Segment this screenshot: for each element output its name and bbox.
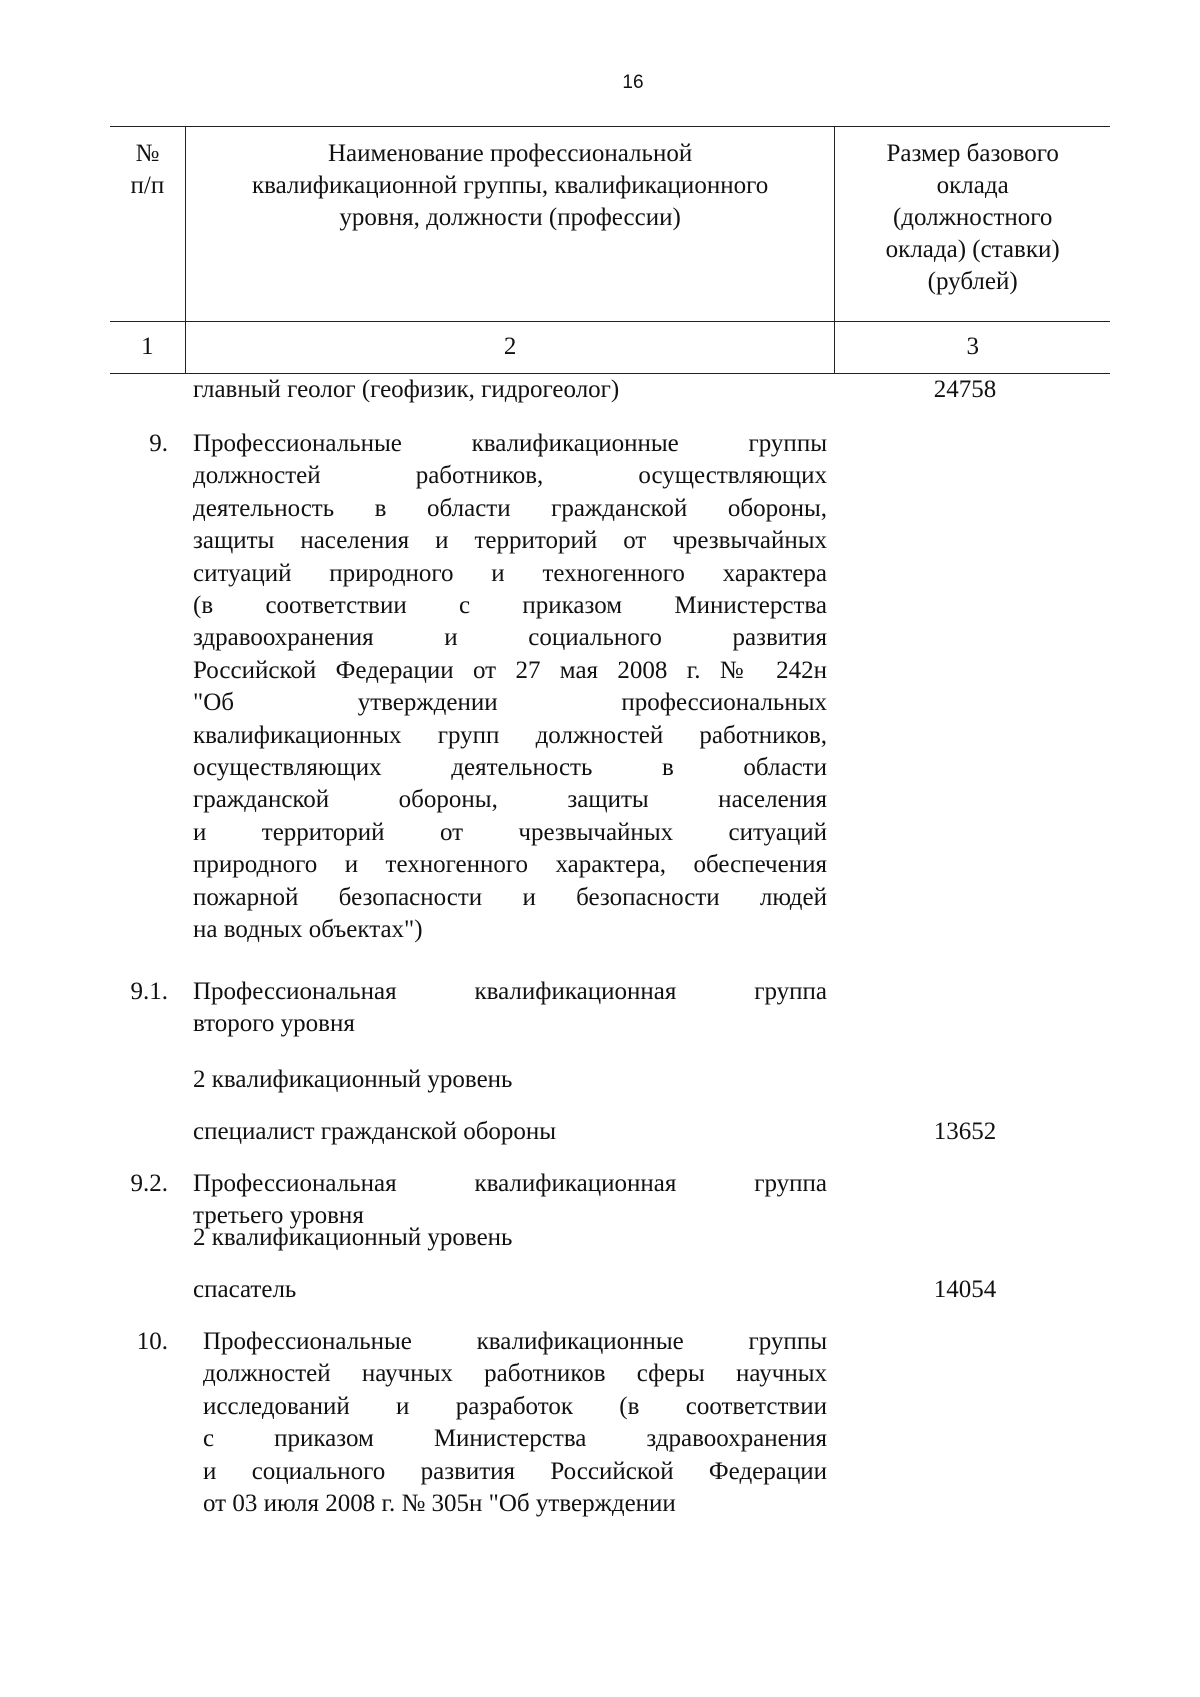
column-number-3: 3 <box>835 322 1110 374</box>
row-name-line: должностей работников, осуществляющих <box>193 462 827 490</box>
row-name-line: Профессиональные квалификационные группы <box>193 430 827 457</box>
header-row <box>110 126 1110 322</box>
row-name <box>193 976 827 1041</box>
row-name-line: 2 квалификационный уровень <box>193 1224 513 1251</box>
row-name-line: ситуаций природного и техногенного характера <box>193 559 827 587</box>
row-name-line: природного и техногенного характера, обеспечения <box>193 851 827 879</box>
row-name-line: Российской Федерации от 27 мая 2008 г. № 242н <box>193 656 827 684</box>
row-number: 9.2. <box>130 1170 168 1197</box>
row-name-line: Профессиональная квалификационная группа <box>193 978 827 1005</box>
row-name-line: здравоохранения и социального развития <box>193 624 827 652</box>
column-number-1: 1 <box>110 322 185 374</box>
row-name-line: 2 квалификационный уровень <box>193 1066 513 1093</box>
row-name-line: (в соответствии с приказом Министерства <box>193 592 827 620</box>
row-name-line: третьего уровня <box>193 1202 364 1230</box>
row-name-line: исследований и разработок (в соответствии <box>203 1392 827 1420</box>
row-name <box>193 428 827 947</box>
row-number: 9.1. <box>130 978 168 1005</box>
row-name-line: Профессиональная квалификационная группа <box>193 1170 827 1197</box>
row-name-line: главный геолог (геофизик, гидрогеолог) <box>193 376 620 403</box>
row-salary: 14054 <box>933 1276 997 1303</box>
row-name-line: Профессиональные квалификационные группы <box>203 1328 827 1355</box>
row-name-line: должностей научных работников сферы научных <box>203 1360 827 1388</box>
row-name-line: защиты населения и территорий от чрезвычайных <box>193 527 827 555</box>
row-salary: 13652 <box>933 1118 997 1145</box>
row-name <box>193 1064 827 1096</box>
header-col-name: Наименование профессиональной квалификационной группы, квалификационного уровня, должности (профессии) <box>185 126 835 322</box>
row-name-line: второго уровня <box>193 1010 355 1038</box>
row-name <box>193 1116 827 1148</box>
row-number: 9. <box>149 430 168 457</box>
row-name <box>193 374 827 406</box>
row-name-line: на водных объектах") <box>193 916 423 944</box>
header-col-salary: Размер базового оклада (должностного оклада) (ставки) (рублей) <box>885 140 1060 295</box>
row-name <box>203 1326 827 1520</box>
row-name-line: от 03 июля 2008 г. № 305н "Об утверждении <box>203 1490 676 1518</box>
header-col-number: № п/п <box>110 126 185 322</box>
row-name-line: и социального развития Российской Федерации <box>203 1457 827 1485</box>
table-header <box>110 126 1110 374</box>
row-name <box>193 1274 827 1306</box>
row-name-line: деятельность в области гражданской обороны, <box>193 494 827 522</box>
column-number-row <box>110 322 1110 374</box>
row-number: 10. <box>136 1328 168 1355</box>
row-name-line: спасатель <box>193 1276 297 1303</box>
row-name-line: осуществляющих деятельность в области <box>193 754 827 782</box>
row-name-line: и территорий от чрезвычайных ситуаций <box>193 818 827 846</box>
row-salary: 24758 <box>933 376 997 403</box>
row-name-line: квалификационных групп должностей работников, <box>193 721 827 749</box>
row-name-line: гражданской обороны, защиты населения <box>193 786 827 814</box>
row-name-line: с приказом Министерства здравоохранения <box>203 1425 827 1453</box>
column-number-2: 2 <box>185 322 835 374</box>
row-name-line: пожарной безопасности и безопасности людей <box>193 883 827 911</box>
row-name <box>193 1222 827 1254</box>
row-name-line: "Об утверждении профессиональных <box>193 689 827 717</box>
row-name-line: специалист гражданской обороны <box>193 1118 557 1145</box>
page-number: 16 <box>622 72 644 93</box>
